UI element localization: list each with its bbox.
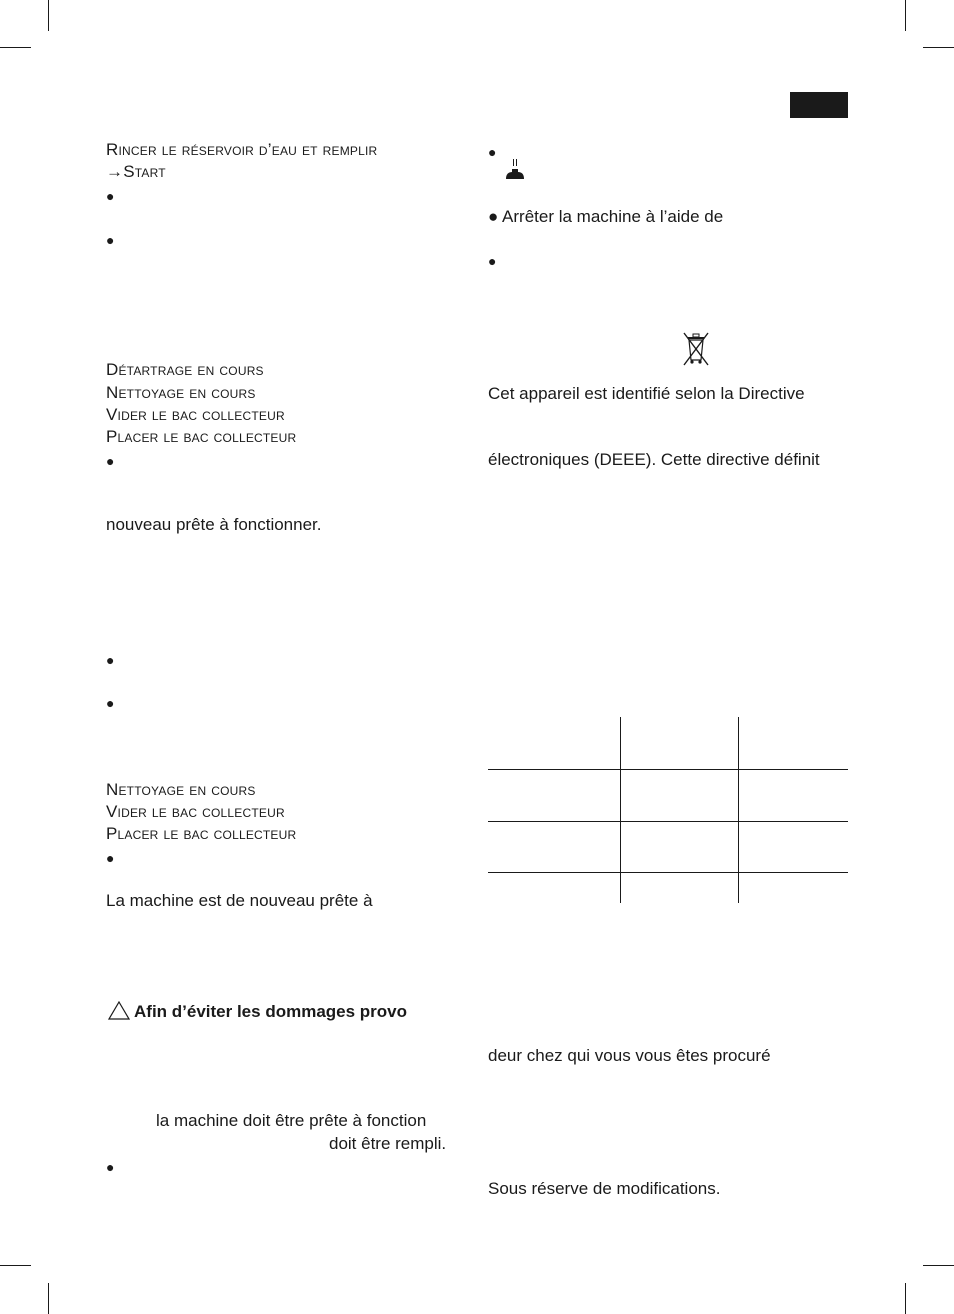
dealer-text: deur chez qui vous vous êtes procuré [488, 1046, 771, 1065]
decalc-line: Vider le bac collecteur [106, 405, 285, 424]
bullet: ● [106, 652, 115, 668]
crop-mark [0, 1265, 31, 1266]
must-fill-text: doit être rempli. [329, 1134, 447, 1153]
bullet: ● [106, 453, 115, 469]
crop-mark [923, 1265, 954, 1266]
decalc-line: Placer le bac collecteur [106, 427, 297, 446]
start-heading: →Start [106, 162, 166, 181]
clean-line: Placer le bac collecteur [106, 824, 297, 843]
directive-text: Cet appareil est identifié selon la Directive [488, 384, 805, 403]
decalc-line: Nettoyage en cours [106, 383, 256, 402]
bullet: ● [106, 695, 115, 711]
table-divider [620, 717, 621, 903]
bullet: ● [106, 188, 115, 204]
clean-line: Nettoyage en cours [106, 780, 256, 799]
ready-again-text: nouveau prête à fonctionner. [106, 515, 322, 534]
crop-mark [905, 0, 906, 31]
crossed-bin-icon [681, 330, 711, 368]
bullet: ● [106, 850, 115, 866]
warning-text: Afin d’éviter les dommages provo [134, 1002, 408, 1021]
reserve-text: Sous réserve de modifications. [488, 1179, 721, 1198]
bullet: ● [106, 1159, 115, 1175]
table-rule [488, 821, 848, 822]
steam-icon [504, 157, 526, 181]
language-tab [790, 92, 848, 118]
decalc-line: Détartrage en cours [106, 360, 264, 379]
bullet: ● [106, 232, 115, 248]
machine-ready-text: La machine est de nouveau prête à [106, 891, 373, 910]
table-divider [738, 717, 739, 903]
ready-function-text: la machine doit être prête à fonction [156, 1111, 427, 1130]
crop-mark [905, 1283, 906, 1314]
warning-triangle-icon [108, 1001, 130, 1020]
crop-mark [923, 47, 954, 48]
clean-line: Vider le bac collecteur [106, 802, 285, 821]
crop-mark [48, 1283, 49, 1314]
crop-mark [0, 47, 31, 48]
crop-mark [48, 0, 49, 31]
table-rule [488, 769, 848, 770]
bullet: ● [488, 144, 497, 160]
deee-text: électroniques (DEEE). Cette directive définit [488, 450, 820, 469]
table-rule [488, 872, 848, 873]
stop-machine-text: ● Arrêter la machine à l’aide de [488, 207, 724, 226]
bullet: ● [488, 253, 497, 269]
rinse-heading: Rincer le réservoir d’eau et remplir [106, 140, 378, 159]
